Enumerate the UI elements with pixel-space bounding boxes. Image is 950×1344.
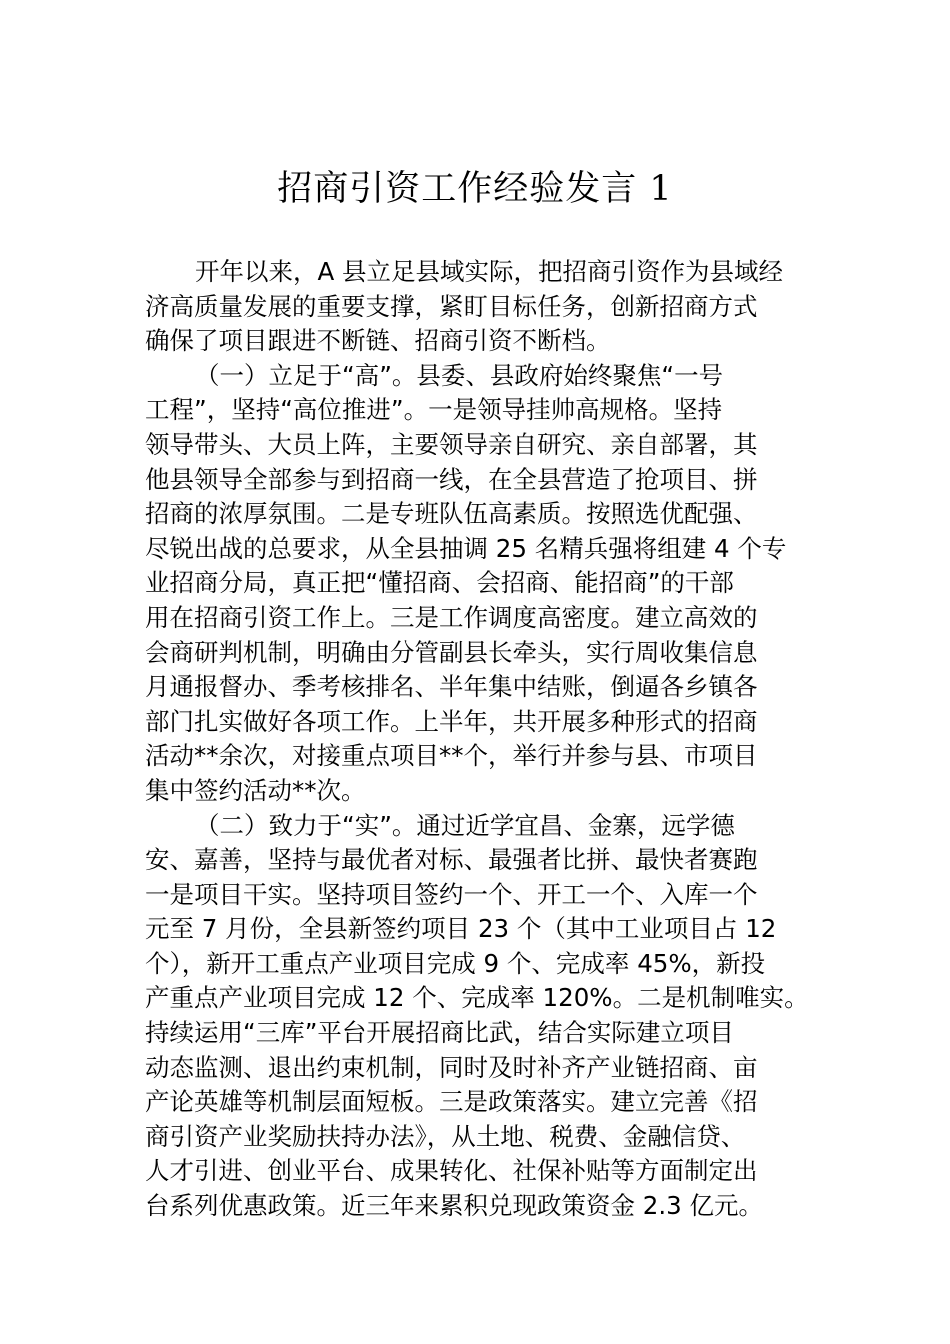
paragraph-2-line: 尽锐出战的总要求，从全县抽调 25 名精兵强将组建 4 个专 [145,533,787,563]
paragraph-2-line: 招商的浓厚氛围。二是专班队伍高素质。按照选优配强、 [145,499,758,529]
paragraph-2-line: 活动**余次，对接重点项目**个，举行并参与县、市项目 [145,741,758,771]
paragraph-3-line: 元至 7 月份，全县新签约项目 23 个（其中工业项目占 12 [145,914,777,944]
paragraph-3-line: 台系列优惠政策。近三年来累积兑现政策资金 2.3 亿元。 [145,1191,764,1221]
paragraph-3-line: 安、嘉善，坚持与最优者对标、最强者比拼、最快者赛跑 [145,845,758,875]
paragraph-3-line: 人才引进、创业平台、成果转化、社保补贴等方面制定出 [145,1156,758,1186]
paragraph-2-line: 部门扎实做好各项工作。上半年，共开展多种形式的招商 [145,706,758,736]
paragraph-2-line: 会商研判机制，明确由分管副县长牵头，实行周收集信息 [145,637,758,667]
paragraph-3-line: 产重点产业项目完成 12 个、完成率 120%。二是机制唯实。 [145,983,809,1013]
paragraph-1-line: 济高质量发展的重要支撑，紧盯目标任务，创新招商方式 [145,291,758,321]
paragraph-2-line: 他县领导全部参与到招商一线，在全县营造了抢项目、拼 [145,464,758,494]
paragraph-1-line: 开年以来，A 县立足县域实际，把招商引资作为县域经 [195,257,784,286]
paragraph-2-line: （一）立足于“高”。县委、县政府始终聚焦“一号 [195,360,724,390]
paragraph-3-line: 持续运用“三库”平台开展招商比武，结合实际建立项目 [145,1018,734,1048]
paragraph-2-line: 集中签约活动**次。 [145,775,366,805]
paragraph-2-line: 用在招商引资工作上。三是工作调度高密度。建立高效的 [145,602,758,632]
paragraph-3-line: 产论英雄等机制层面短板。三是政策落实。建立完善《招 [145,1087,758,1117]
paragraph-2-line: 领导带头、大员上阵，主要领导亲自研究、亲自部署，其 [145,429,758,459]
paragraph-2-line: 业招商分局，真正把“懂招商、会招商、能招商”的干部 [145,568,734,598]
paragraph-3-line: 商引资产业奖励扶持办法》，从土地、税费、金融信贷、 [145,1121,746,1151]
paragraph-3-line: 一是项目干实。坚持项目签约一个、开工一个、入库一个 [145,879,758,909]
paragraph-3-line: （二）致力于“实”。通过近学宜昌、金寨，远学德 [195,810,735,840]
document-body [145,255,817,1224]
paragraph-2-line: 月通报督办、季考核排名、半年集中结账，倒逼各乡镇各 [145,672,758,702]
paragraph-1-line: 确保了项目跟进不断链、招商引资不断档。 [145,326,611,356]
document-title: 招商引资工作经验发言 1 [277,169,673,209]
paragraph-2-line: 工程”，坚持“高位推进”。一是领导挂帅高规格。坚持 [145,395,723,425]
paragraph-3-line: 动态监测、退出约束机制，同时及时补齐产业链招商、亩 [145,1052,758,1082]
paragraph-3-line: 个），新开工重点产业项目完成 9 个、完成率 45%，新投 [145,948,766,978]
